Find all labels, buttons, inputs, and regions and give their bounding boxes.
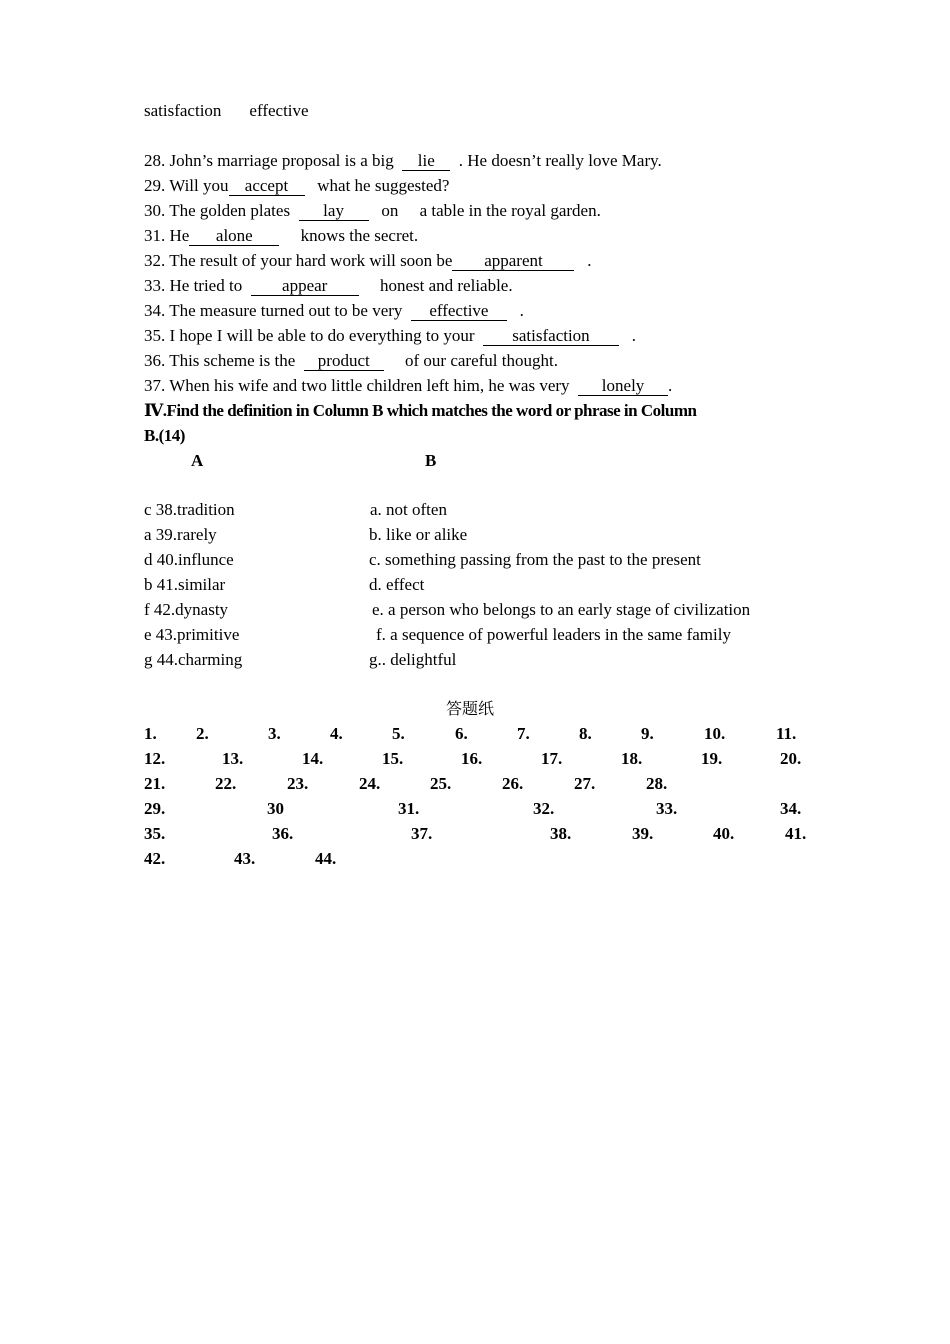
answer-slot: 18. [621, 749, 643, 768]
match-left-item: g 44.charming [144, 650, 243, 669]
match-left-item: d 40.influnce [144, 550, 234, 569]
answer-slot: 35. [144, 824, 166, 843]
answer-slot: 34. [780, 799, 802, 818]
question-36: 36. This scheme is the product of our careful thought. [144, 351, 558, 370]
answer-blank: apparent [452, 252, 574, 271]
answer-slot: 36. [272, 824, 294, 843]
answer-slot: 40. [713, 824, 735, 843]
question-33: 33. He tried to appear honest and reliable. [144, 276, 513, 295]
answer-slot: 17. [541, 749, 563, 768]
answer-slot: 10. [704, 724, 726, 743]
answer-blank: appear [251, 277, 359, 296]
match-right-item: g.. delightful [369, 650, 457, 669]
word-bank-item: effective [249, 101, 309, 120]
answer-slot: 43. [234, 849, 256, 868]
answer-slot: 13. [222, 749, 244, 768]
match-left-item: f 42.dynasty [144, 600, 229, 619]
question-31: 31. He alone knows the secret. [144, 226, 419, 245]
answer-slot: 41. [785, 824, 807, 843]
answer-slot: 32. [533, 799, 555, 818]
answer-slot: 12. [144, 749, 166, 768]
match-left-item: c 38.tradition [144, 500, 235, 519]
answer-blank: lie [402, 152, 450, 171]
answer-slot: 14. [302, 749, 324, 768]
answer-slot: 33. [656, 799, 678, 818]
question-32: 32. The result of your hard work will soon be apparent . [144, 251, 592, 270]
answer-slot: 11. [776, 724, 797, 743]
answer-slot: 6. [455, 724, 468, 743]
question-35: 35. I hope I will be able to do everything to your satisfaction . [144, 326, 636, 345]
answer-slot: 5. [392, 724, 405, 743]
answer-slot: 39. [632, 824, 654, 843]
answer-blank: product [304, 352, 384, 371]
question-28: 28. John’s marriage proposal is a big lie . He doesn’t really love Mary. [144, 151, 662, 170]
answer-slot: 22. [215, 774, 237, 793]
match-right-item: f. a sequence of powerful leaders in the same family [376, 625, 731, 644]
answer-slot: 44. [315, 849, 337, 868]
match-right-item: b. like or alike [369, 525, 468, 544]
question-29: 29. Will you accept what he suggested? [144, 176, 450, 195]
answer-slot: 30 [267, 799, 284, 818]
answer-blank: lay [299, 202, 369, 221]
answer-slot: 3. [268, 724, 281, 743]
answer-slot: 29. [144, 799, 166, 818]
match-right-item: c. something passing from the past to the present [369, 550, 701, 569]
answer-blank: accept [229, 177, 305, 196]
question-37: 37. When his wife and two little children left him, he was very lonely . [144, 376, 673, 395]
answer-slot: 20. [780, 749, 802, 768]
answer-blank: alone [189, 227, 279, 246]
column-b-header: B [425, 451, 437, 470]
answer-slot: 37. [411, 824, 433, 843]
answer-blank: satisfaction [483, 327, 619, 346]
answer-sheet-title: 答题纸 [446, 699, 495, 718]
section-4-heading: Ⅳ.Find the definition in Column B which matches the word or phrase in Column [144, 401, 697, 420]
answer-slot: 25. [430, 774, 452, 793]
question-30: 30. The golden plates lay on a table in the royal garden. [144, 201, 601, 220]
answer-slot: 28. [646, 774, 668, 793]
answer-blank: effective [411, 302, 507, 321]
question-34: 34. The measure turned out to be very effective . [144, 301, 524, 320]
answer-slot: 9. [641, 724, 654, 743]
match-left-item: a 39.rarely [144, 525, 217, 544]
answer-blank: lonely [578, 377, 668, 396]
answer-slot: 24. [359, 774, 381, 793]
answer-slot: 27. [574, 774, 596, 793]
word-bank-item: satisfaction [144, 101, 222, 120]
match-right-item: a. not often [370, 500, 447, 519]
column-a-header: A [191, 451, 204, 470]
match-left-item: b 41.similar [144, 575, 226, 594]
match-right-item: e. a person who belongs to an early stage of civilization [372, 600, 751, 619]
answer-slot: 26. [502, 774, 524, 793]
answer-slot: 42. [144, 849, 166, 868]
answer-slot: 21. [144, 774, 166, 793]
answer-slot: 23. [287, 774, 309, 793]
answer-slot: 31. [398, 799, 420, 818]
section-4-heading-cont: B.(14) [144, 426, 185, 445]
answer-slot: 16. [461, 749, 483, 768]
answer-slot: 1. [144, 724, 157, 743]
answer-slot: 15. [382, 749, 404, 768]
match-left-item: e 43.primitive [144, 625, 240, 644]
answer-slot: 4. [330, 724, 343, 743]
word-bank-line [144, 100, 309, 122]
answer-slot: 19. [701, 749, 723, 768]
match-right-item: d. effect [369, 575, 425, 594]
answer-slot: 7. [517, 724, 530, 743]
answer-slot: 2. [196, 724, 209, 743]
answer-slot: 8. [579, 724, 592, 743]
answer-slot: 38. [550, 824, 572, 843]
